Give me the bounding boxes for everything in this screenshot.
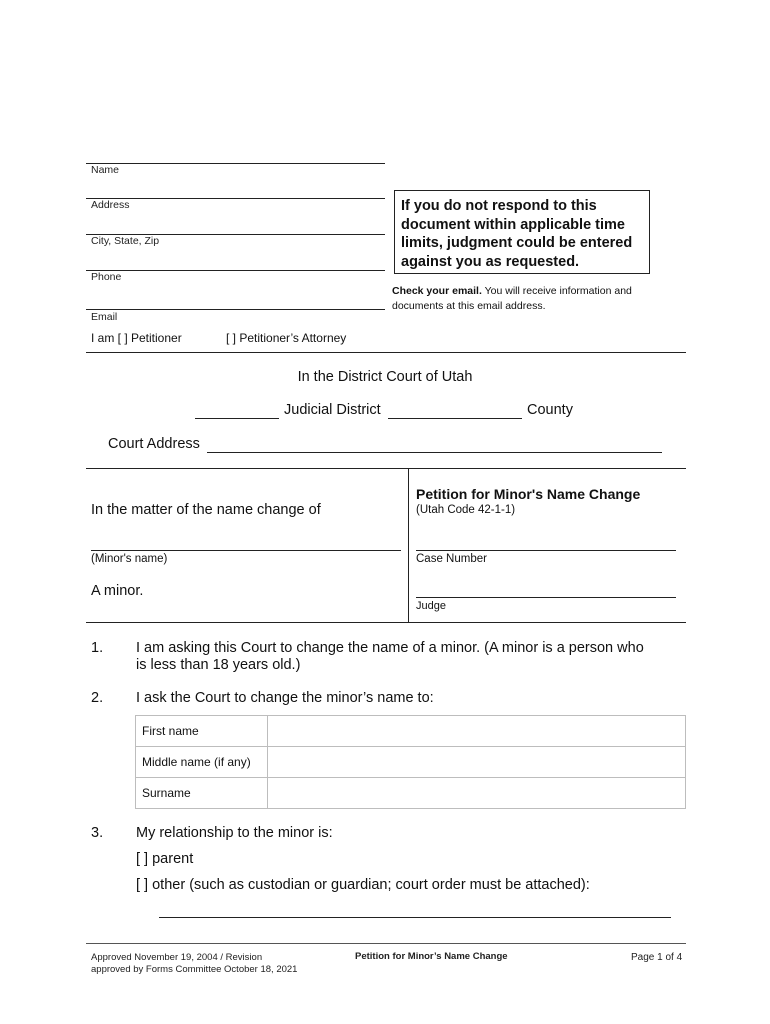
court-address-label: Court Address: [108, 436, 200, 452]
court-address-blank[interactable]: [207, 452, 662, 453]
name-table: [135, 715, 686, 809]
county-label: County: [527, 402, 573, 418]
surname-label: Surname: [136, 778, 268, 809]
case-number-blank[interactable]: [416, 550, 676, 551]
name-line: [86, 163, 385, 164]
court-title: In the District Court of Utah: [297, 369, 473, 385]
item-1-number: 1.: [91, 640, 104, 656]
phone-label: Phone: [91, 271, 122, 283]
email-line: [86, 309, 385, 310]
a-minor-text: A minor.: [91, 583, 144, 599]
table-row: [136, 716, 686, 747]
petitioner-checkbox[interactable]: I am [ ] Petitioner: [91, 331, 182, 345]
judicial-district-label: Judicial District: [284, 402, 381, 418]
caption-divider: [408, 468, 409, 622]
name-label: Name: [91, 164, 120, 176]
judge-blank[interactable]: [416, 597, 676, 598]
judge-label: Judge: [416, 600, 446, 612]
parent-checkbox[interactable]: [ ] parent: [136, 851, 194, 867]
warning-box: If you do not respond to this document within applicable time limits, judgment could be entered against you as requested.: [394, 190, 650, 274]
item-3-text: My relationship to the minor is:: [136, 825, 333, 841]
footer-page-number: Page 1 of 4: [631, 952, 683, 963]
caption-top-line: [86, 468, 686, 469]
table-row: [136, 778, 686, 809]
caption-bottom-line: [86, 622, 686, 623]
petition-title: Petition for Minor's Name Change: [416, 486, 641, 502]
check-email-rest: You will receive information and documents at this email address.: [392, 285, 632, 312]
middle-name-label: Middle name (if any): [136, 747, 268, 778]
item-1-text-line2: is less than 18 years old.): [136, 657, 301, 673]
utah-code: (Utah Code 42-1-1): [416, 504, 516, 516]
first-name-label: First name: [136, 716, 268, 747]
phone-line: [86, 270, 385, 271]
header-divider: [86, 352, 686, 353]
first-name-field[interactable]: [268, 716, 686, 747]
footer-divider: [86, 943, 686, 944]
item-3-number: 3.: [91, 825, 104, 841]
check-email-note: [392, 284, 672, 314]
email-label: Email: [91, 311, 118, 323]
county-blank[interactable]: [388, 418, 522, 419]
address-label: Address: [91, 199, 130, 211]
surname-field[interactable]: [268, 778, 686, 809]
attorney-checkbox[interactable]: [ ] Petitioner’s Attorney: [226, 331, 347, 345]
footer-approved-line1: Approved November 19, 2004 / Revision: [91, 952, 263, 963]
city-state-zip-label: City, State, Zip: [91, 235, 160, 247]
table-row: [136, 747, 686, 778]
item-2-number: 2.: [91, 690, 104, 706]
other-checkbox[interactable]: [ ] other (such as custodian or guardian; court order must be attached):: [136, 877, 590, 893]
middle-name-field[interactable]: [268, 747, 686, 778]
footer-approved-line2: approved by Forms Committee October 18, 2021: [91, 964, 298, 975]
item-2-text: I ask the Court to change the minor’s name to:: [136, 690, 434, 706]
judicial-district-blank[interactable]: [195, 418, 279, 419]
minors-name-label: (Minor's name): [91, 553, 168, 565]
minors-name-blank[interactable]: [91, 550, 401, 551]
matter-text: In the matter of the name change of: [91, 502, 321, 518]
case-number-label: Case Number: [416, 553, 487, 565]
other-explanation-blank[interactable]: [159, 917, 671, 918]
address-line: [86, 198, 385, 199]
check-email-bold: Check your email.: [392, 285, 482, 297]
item-1-text-line1: I am asking this Court to change the name of a minor. (A minor is a person who: [136, 640, 644, 656]
footer-form-title: Petition for Minor’s Name Change: [355, 951, 508, 962]
